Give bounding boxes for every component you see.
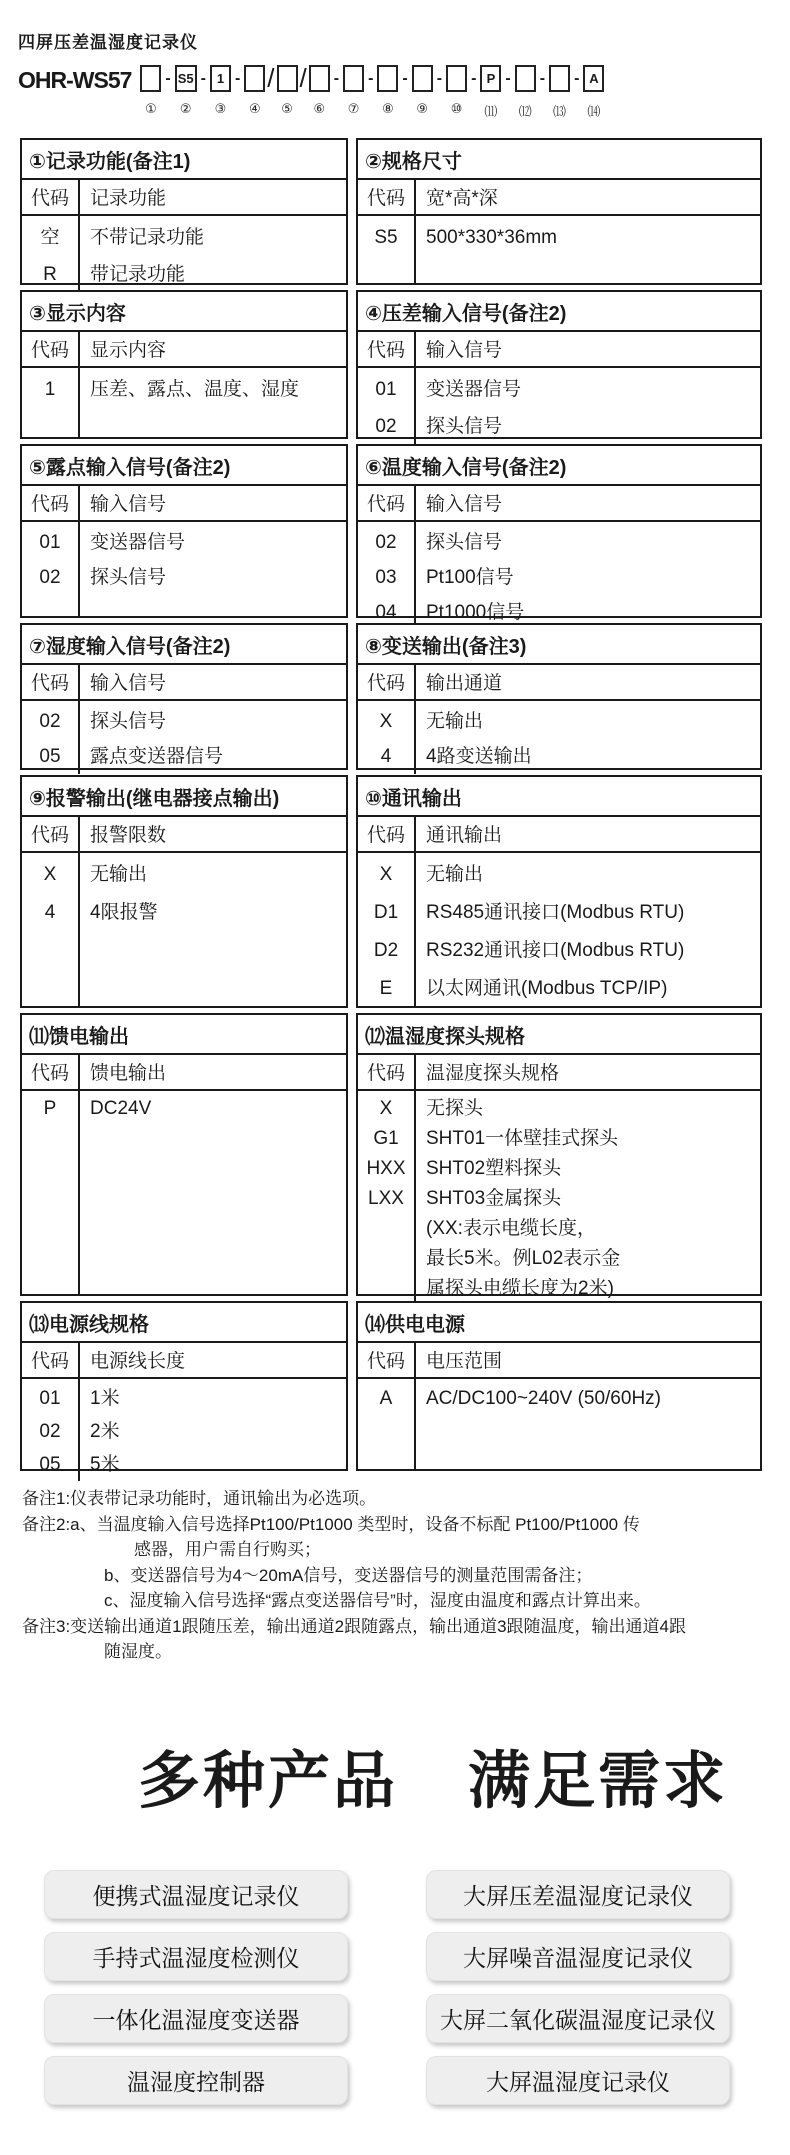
model-slot-number: ⑤ — [281, 101, 293, 116]
spec-section-header — [358, 665, 760, 701]
spec-desc-cell: 无输出 — [426, 711, 484, 732]
spec-band-1 — [20, 138, 762, 285]
model-code-box — [515, 65, 536, 92]
model-slot-10 — [446, 65, 467, 117]
product-button[interactable]: 便携式温湿度记录仪 — [44, 1870, 348, 1919]
spec-code-cell: A — [379, 1388, 393, 1409]
model-code-box: A — [583, 65, 604, 92]
spec-code-cell: 02 — [39, 711, 61, 732]
spec-section-body — [358, 1091, 760, 1304]
spec-section-title: ④压差输入信号(备注2) — [358, 292, 760, 332]
model-code-box — [343, 65, 364, 92]
spec-section — [356, 444, 762, 623]
spec-desc-header: 馈电输出 — [90, 1063, 167, 1084]
spec-desc-column — [80, 216, 346, 293]
spec-desc-cell: SHT02塑料探头 — [426, 1158, 562, 1179]
spec-code-header: 代码 — [22, 817, 80, 851]
spec-section — [20, 444, 348, 618]
model-code-box — [140, 65, 161, 92]
spec-code-column — [358, 368, 416, 445]
spec-section-body — [22, 216, 346, 293]
spec-code-cell: D2 — [373, 940, 399, 961]
model-separator: - — [471, 69, 477, 87]
product-button[interactable]: 大屏压差温湿度记录仪 — [426, 1870, 730, 1919]
model-slot-7 — [343, 65, 364, 117]
spec-desc-cell: SHT01一体壁挂式探头 — [426, 1128, 619, 1149]
spec-section-header — [358, 332, 760, 368]
spec-code-header: 代码 — [358, 665, 416, 699]
model-code-box — [309, 65, 330, 92]
spec-desc-header: 输出通道 — [426, 673, 503, 694]
spec-desc-header: 电压范围 — [426, 1351, 503, 1372]
product-button[interactable]: 手持式温湿度检测仪 — [44, 1932, 348, 1981]
spec-desc-column — [80, 1379, 346, 1481]
spec-desc-cell: 无探头 — [426, 1098, 484, 1119]
spec-desc-cell: 带记录功能 — [90, 264, 186, 285]
spec-section — [20, 775, 348, 1008]
model-separator: - — [505, 69, 511, 87]
spec-desc-cell: 探头信号 — [426, 416, 503, 437]
spec-code-cell: X — [379, 1098, 393, 1119]
spec-section-title: ⑾馈电输出 — [22, 1015, 346, 1055]
spec-desc-cell: 探头信号 — [90, 711, 167, 732]
spec-code-header: 代码 — [22, 1343, 80, 1377]
spec-desc-cell: 探头信号 — [90, 567, 167, 588]
spec-section-header — [358, 486, 760, 522]
model-separator: - — [333, 69, 340, 87]
spec-desc-header: 宽*高*深 — [426, 188, 498, 209]
spec-section-body — [22, 853, 346, 1006]
spec-section-header — [22, 332, 346, 368]
footer-heading-left: 多种产品 — [138, 1746, 399, 1816]
spec-band-7 — [20, 1301, 762, 1475]
spec-desc-cell: AC/DC100~240V (50/60Hz) — [426, 1388, 661, 1409]
note-line: 备注1:仪表带记录功能时，通讯输出为必选项。 — [22, 1489, 377, 1508]
model-slot-1 — [140, 65, 161, 117]
spec-desc-cell: 压差、露点、温度、湿度 — [90, 379, 300, 400]
spec-section-title: ⑦湿度输入信号(备注2) — [22, 625, 346, 665]
product-grid — [44, 1870, 790, 2105]
spec-code-column — [22, 701, 80, 774]
spec-section-header — [358, 180, 760, 216]
product-button[interactable]: 大屏温湿度记录仪 — [426, 2056, 730, 2105]
spec-section-body — [358, 853, 760, 1008]
model-slot-number: ⑩ — [450, 101, 463, 116]
spec-code-column — [358, 853, 416, 1008]
spec-section — [20, 1013, 348, 1296]
spec-code-cell: 01 — [39, 1388, 61, 1409]
spec-desc-cell: SHT03金属探头 — [426, 1188, 562, 1209]
spec-desc-header: 电源线长度 — [90, 1351, 186, 1372]
model-code-box — [412, 65, 433, 92]
spec-code-header: 代码 — [358, 332, 416, 366]
spec-code-cell: HXX — [366, 1158, 406, 1179]
spec-section-body — [358, 368, 760, 445]
spec-section-title: ⑨报警输出(继电器接点输出) — [22, 777, 346, 817]
spec-desc-cell: 无输出 — [426, 864, 484, 885]
product-button[interactable]: 温湿度控制器 — [44, 2056, 348, 2105]
notes — [22, 1486, 790, 1665]
spec-desc-column — [416, 216, 760, 283]
spec-code-cell: R — [43, 264, 57, 285]
spec-section — [356, 623, 762, 770]
spec-code-cell: 03 — [375, 567, 397, 588]
spec-section-title: ⑩通讯输出 — [358, 777, 760, 817]
spec-code-header: 代码 — [22, 1055, 80, 1089]
spec-code-header: 代码 — [358, 180, 416, 214]
model-slot-number: ③ — [214, 101, 227, 116]
spec-code-column — [22, 1379, 80, 1481]
spec-desc-cell: 4限报警 — [90, 902, 158, 923]
model-slot-number: ② — [179, 101, 192, 116]
spec-desc-column — [80, 1091, 346, 1294]
model-code-box — [244, 65, 265, 92]
spec-code-column — [22, 368, 80, 437]
model-code-box — [277, 65, 298, 92]
spec-desc-column — [416, 368, 760, 445]
spec-section — [356, 1013, 762, 1299]
spec-desc-header: 输入信号 — [90, 673, 167, 694]
spec-code-cell: D1 — [373, 902, 399, 923]
spec-code-header: 代码 — [358, 1055, 416, 1089]
model-slot-number: ① — [145, 101, 157, 116]
note-line: 备注3:变送输出通道1跟随压差，输出通道2跟随露点，输出通道3跟随温度，输出通道4跟 — [22, 1616, 686, 1636]
spec-section-title: ②规格尺寸 — [358, 140, 760, 180]
spec-desc-header: 输入信号 — [426, 494, 503, 515]
spec-code-column — [358, 1091, 416, 1304]
spec-desc-cell: 变送器信号 — [90, 532, 186, 553]
model-code-box — [549, 65, 570, 92]
model-separator: - — [574, 69, 580, 87]
spec-section-header — [22, 817, 346, 853]
spec-desc-cell: 变送器信号 — [426, 379, 522, 400]
model-separator: - — [436, 69, 443, 87]
spec-section-title: ⒀电源线规格 — [22, 1303, 346, 1343]
spec-band-2 — [20, 290, 762, 439]
spec-section — [20, 623, 348, 770]
model-separator: - — [539, 69, 546, 87]
spec-code-header: 代码 — [22, 332, 80, 366]
spec-code-cell: 02 — [375, 532, 397, 553]
spec-code-column — [22, 853, 80, 1006]
spec-section-header — [22, 1343, 346, 1379]
spec-band-6 — [20, 1013, 762, 1299]
model-prefix: OHR-WS57 — [18, 67, 132, 93]
model-separator: - — [234, 69, 241, 87]
spec-code-header: 代码 — [22, 180, 80, 214]
spec-desc-cell: RS485通讯接口(Modbus RTU) — [426, 902, 685, 923]
model-slot-number: ⑥ — [313, 101, 326, 116]
model-slot-8 — [377, 65, 398, 117]
spec-section-body — [358, 701, 760, 774]
model-slot-14 — [583, 65, 604, 120]
spec-desc-cell: (XX:表示电缆长度， — [426, 1218, 596, 1239]
spec-section-body — [358, 1379, 760, 1469]
spec-code-column — [358, 1379, 416, 1469]
spec-desc-column — [80, 522, 346, 616]
product-button[interactable]: 一体化温湿度变送器 — [44, 1994, 348, 2043]
spec-desc-column — [80, 368, 346, 437]
spec-code-column — [358, 701, 416, 774]
spec-code-cell: X — [379, 711, 393, 732]
spec-desc-cell: 探头信号 — [426, 532, 503, 553]
model-slot-2 — [175, 65, 197, 117]
model-code-box: 1 — [210, 65, 231, 92]
model-slot-number: ⑦ — [347, 101, 360, 116]
spec-section-body — [22, 1091, 346, 1294]
spec-code-cell: 05 — [39, 1454, 61, 1475]
spec-desc-cell: Pt100信号 — [426, 567, 514, 588]
spec-desc-header: 显示内容 — [90, 340, 167, 361]
spec-section — [356, 290, 762, 439]
spec-code-column — [358, 216, 416, 283]
model-code-box — [377, 65, 398, 92]
spec-desc-cell: 无输出 — [90, 864, 148, 885]
spec-code-cell: 04 — [375, 602, 397, 623]
footer-heading — [138, 1731, 790, 1820]
spec-section-body — [358, 522, 760, 630]
spec-section-body — [358, 216, 760, 283]
spec-section-header — [358, 1343, 760, 1379]
model-slot-number: ⑿ — [518, 104, 532, 119]
spec-section-body — [22, 701, 346, 774]
spec-code-header: 代码 — [358, 817, 416, 851]
model-separator: - — [368, 69, 374, 87]
note-line: 随湿度。 — [104, 1642, 172, 1661]
spec-desc-header: 报警限数 — [90, 825, 167, 846]
spec-code-header: 代码 — [22, 665, 80, 699]
spec-code-column — [22, 1091, 80, 1294]
model-code-box: P — [480, 65, 501, 92]
spec-desc-column — [416, 1379, 760, 1469]
spec-code-header: 代码 — [358, 1343, 416, 1377]
note-line: 备注2:a、当温度输入信号选择Pt100/Pt1000 类型时，设备不标配 Pt100/Pt1000 传 — [22, 1514, 640, 1534]
model-slot-number: ⑨ — [416, 101, 429, 116]
model-slot-11 — [480, 65, 501, 120]
spec-desc-column — [416, 1091, 760, 1304]
spec-code-header: 代码 — [22, 486, 80, 520]
spec-desc-cell: Pt1000信号 — [426, 602, 525, 623]
spec-section-title: ③显示内容 — [22, 292, 346, 332]
spec-desc-column — [416, 853, 760, 1008]
spec-table — [20, 138, 762, 1475]
spec-desc-header: 通讯输出 — [426, 825, 503, 846]
spec-code-column — [358, 522, 416, 630]
spec-desc-column — [80, 853, 346, 1006]
spec-code-cell: P — [43, 1098, 57, 1119]
spec-code-cell: 01 — [39, 532, 61, 553]
spec-code-cell: E — [379, 978, 393, 999]
spec-desc-cell: 5米 — [90, 1454, 120, 1475]
spec-desc-column — [80, 701, 346, 774]
spec-desc-cell: 不带记录功能 — [90, 227, 205, 248]
product-button[interactable]: 大屏二氧化碳温湿度记录仪 — [426, 1994, 730, 2043]
model-separator: / — [267, 63, 275, 93]
footer-heading-right: 满足需求 — [468, 1746, 729, 1816]
model-separator: - — [165, 69, 171, 87]
spec-desc-cell: 以太网通讯(Modbus TCP/IP) — [426, 978, 668, 999]
spec-desc-header: 输入信号 — [90, 494, 167, 515]
spec-section-title: ⒁供电电源 — [358, 1303, 760, 1343]
note-line: b、变送器信号为4～20mA信号，变送器信号的测量范围需备注； — [104, 1565, 593, 1585]
spec-code-cell: 05 — [39, 746, 61, 767]
spec-desc-cell: 4路变送输出 — [426, 746, 532, 767]
model-slot-6 — [309, 65, 330, 117]
spec-band-5 — [20, 775, 762, 1008]
spec-desc-cell: RS232通讯接口(Modbus RTU) — [426, 940, 685, 961]
model-slot-4 — [244, 65, 265, 117]
model-separator: - — [200, 69, 206, 87]
spec-section-body — [22, 368, 346, 437]
spec-code-cell: 02 — [39, 567, 61, 588]
spec-section-title: ⑧变送输出(备注3) — [358, 625, 760, 665]
spec-section — [356, 1301, 762, 1471]
spec-section — [20, 290, 348, 439]
model-code-box: S5 — [175, 65, 197, 92]
spec-desc-cell: 属探头电缆长度为2米) — [426, 1278, 614, 1299]
spec-desc-header: 记录功能 — [90, 188, 167, 209]
spec-code-cell: X — [379, 864, 393, 885]
spec-code-cell: LXX — [368, 1188, 404, 1209]
spec-code-column — [22, 522, 80, 616]
spec-band-3 — [20, 444, 762, 623]
spec-section-header — [22, 180, 346, 216]
spec-section-body — [22, 522, 346, 616]
spec-section — [356, 138, 762, 285]
spec-section-title: ⑥温度输入信号(备注2) — [358, 446, 760, 486]
spec-section — [20, 1301, 348, 1475]
spec-code-cell: 4 — [380, 746, 392, 767]
spec-code-cell: 4 — [44, 902, 56, 923]
spec-section-title: ⑿温湿度探头规格 — [358, 1015, 760, 1055]
model-separator: - — [402, 69, 408, 87]
spec-section — [20, 138, 348, 285]
spec-desc-cell: 2米 — [90, 1421, 120, 1442]
spec-section-header — [358, 817, 760, 853]
model-slot-number: ⒁ — [587, 104, 601, 119]
spec-section-header — [358, 1055, 760, 1091]
model-slot-3 — [210, 65, 231, 117]
model-slot-number: ⑧ — [382, 101, 394, 116]
model-slot-number: ④ — [248, 101, 261, 116]
spec-code-cell: G1 — [373, 1128, 399, 1149]
note-line: 感器，用户需自行购买； — [134, 1540, 321, 1559]
spec-code-cell: 02 — [39, 1421, 61, 1442]
page-title: 四屏压差温湿度记录仪 — [18, 33, 198, 52]
spec-desc-cell: 露点变送器信号 — [90, 746, 224, 767]
model-slot-12 — [515, 65, 536, 120]
spec-desc-cell: 最长5米。例L02表示金 — [426, 1248, 621, 1269]
spec-code-cell: 02 — [375, 416, 397, 437]
spec-code-cell: 空 — [40, 227, 60, 248]
spec-section-title: ⑤露点输入信号(备注2) — [22, 446, 346, 486]
model-slot-number: ⒀ — [553, 104, 567, 119]
spec-code-column — [22, 216, 80, 293]
model-slots — [140, 65, 604, 120]
spec-desc-header: 温湿度探头规格 — [426, 1063, 560, 1084]
model-code-row — [18, 65, 790, 120]
spec-code-cell: S5 — [374, 227, 398, 248]
model-slot-9 — [412, 65, 433, 117]
spec-desc-cell: 500*330*36mm — [426, 227, 557, 248]
spec-desc-cell: DC24V — [90, 1098, 152, 1119]
spec-code-cell: 01 — [375, 379, 397, 400]
spec-desc-cell: 1米 — [90, 1388, 120, 1409]
spec-code-cell: 1 — [44, 379, 56, 400]
model-slot-number: ⑾ — [484, 104, 498, 119]
spec-code-header: 代码 — [358, 486, 416, 520]
model-separator: / — [299, 63, 307, 93]
product-button[interactable]: 大屏噪音温湿度记录仪 — [426, 1932, 730, 1981]
spec-desc-column — [416, 522, 760, 630]
note-line: c、湿度输入信号选择“露点变送器信号”时，湿度由温度和露点计算出来。 — [104, 1591, 651, 1610]
spec-section-header — [22, 665, 346, 701]
spec-desc-header: 输入信号 — [426, 340, 503, 361]
spec-section-body — [22, 1379, 346, 1481]
spec-desc-column — [416, 701, 760, 774]
model-code-box — [446, 65, 467, 92]
spec-section-header — [22, 1055, 346, 1091]
model-slot-5 — [277, 65, 298, 117]
spec-section — [356, 775, 762, 1008]
spec-code-cell: X — [43, 864, 57, 885]
spec-band-4 — [20, 623, 762, 770]
spec-section-title: ①记录功能(备注1) — [22, 140, 346, 180]
model-slot-13 — [549, 65, 570, 120]
spec-section-header — [22, 486, 346, 522]
